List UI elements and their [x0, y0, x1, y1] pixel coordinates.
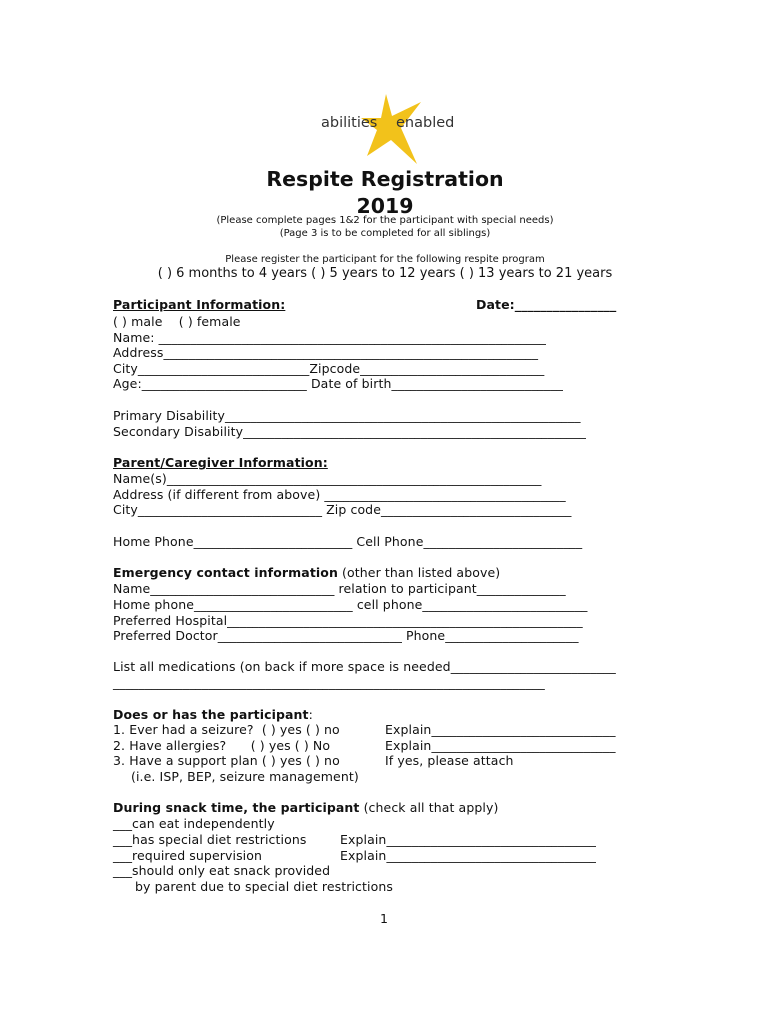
participant-name-field[interactable]: Name: _____________________________________________________________	[113, 330, 547, 345]
parent-heading: Parent/Caregiver Information:	[113, 455, 328, 470]
page-title: Respite Registration	[266, 167, 504, 191]
allergies-question[interactable]: 2. Have allergies? ( ) yes ( ) No	[113, 738, 331, 753]
date-field[interactable]: Date:________________	[476, 297, 617, 312]
emergency-name-field[interactable]: Name_____________________________ relation to participant______________	[113, 581, 566, 596]
participant-age-dob-field[interactable]: Age:__________________________ Date of birth___________________________	[113, 376, 563, 391]
parent-names-field[interactable]: Name(s)___________________________________________________________	[113, 471, 542, 486]
seizure-question[interactable]: 1. Ever had a seizure? ( ) yes ( ) no	[113, 722, 340, 737]
snack-item-independent[interactable]: ___can eat independently	[113, 816, 275, 831]
snack-item-provided-note: by parent due to special diet restrictions	[135, 879, 393, 894]
snack-item-supervision[interactable]: ___required supervision	[113, 848, 263, 863]
parent-city-zip-field[interactable]: City_____________________________ Zip code______________________________	[113, 502, 572, 517]
seizure-explain-field[interactable]: Explain_____________________________	[385, 722, 616, 737]
allergies-explain-field[interactable]: Explain_____________________________	[385, 738, 616, 753]
support-plan-question[interactable]: 3. Have a support plan ( ) yes ( ) no	[113, 753, 340, 768]
instruction-note-2: (Page 3 is to be completed for all siblings)	[279, 228, 491, 239]
participant-address-field[interactable]: Address___________________________________________________________	[113, 345, 539, 360]
snack-heading: During snack time, the participant (check all that apply)	[113, 800, 499, 815]
preferred-hospital-field[interactable]: Preferred Hospital________________________________________________________	[113, 613, 583, 628]
attach-note: If yes, please attach	[385, 753, 514, 768]
support-plan-note: (i.e. ISP, BEP, seizure management)	[131, 769, 359, 784]
snack-item-provided[interactable]: ___should only eat snack provided	[113, 863, 331, 878]
age-group-options[interactable]: ( ) 6 months to 4 years ( ) 5 years to 12 years ( ) 13 years to 21 years	[157, 266, 613, 281]
program-prompt: Please register the participant for the following respite program	[225, 254, 545, 265]
emergency-heading: Emergency contact information (other than listed above)	[113, 565, 501, 580]
preferred-doctor-field[interactable]: Preferred Doctor_____________________________ Phone_____________________	[113, 628, 579, 643]
snack-item-diet[interactable]: ___has special diet restrictions	[113, 832, 307, 847]
parent-address-field[interactable]: Address (if different from above) ______________________________________	[113, 487, 566, 502]
snack-supervision-explain-field[interactable]: Explain_________________________________	[340, 848, 597, 863]
emergency-phones-field[interactable]: Home phone_________________________ cell phone__________________________	[113, 597, 588, 612]
logo-text-left: abilities	[321, 115, 378, 131]
page-number: 1	[380, 911, 389, 926]
secondary-disability-field[interactable]: Secondary Disability______________________________________________________	[113, 424, 586, 439]
primary-disability-field[interactable]: Primary Disability________________________________________________________	[113, 408, 581, 423]
participant-heading: Participant Information:	[113, 297, 286, 312]
gender-options[interactable]: ( ) male ( ) female	[113, 314, 241, 329]
conditions-heading: Does or has the participant:	[113, 707, 313, 722]
medications-field[interactable]: List all medications (on back if more space is needed__________________________	[113, 659, 616, 674]
snack-diet-explain-field[interactable]: Explain_________________________________	[340, 832, 597, 847]
participant-city-zip-field[interactable]: City___________________________Zipcode_____________________________	[113, 361, 545, 376]
parent-phones-field[interactable]: Home Phone_________________________ Cell Phone_________________________	[113, 534, 583, 549]
medications-line[interactable]: ____________________________________________________________________	[113, 675, 545, 690]
logo-text-right: enabled	[396, 115, 455, 131]
page-year: 2019	[356, 194, 414, 218]
instruction-note-1: (Please complete pages 1&2 for the participant with special needs)	[216, 215, 554, 226]
